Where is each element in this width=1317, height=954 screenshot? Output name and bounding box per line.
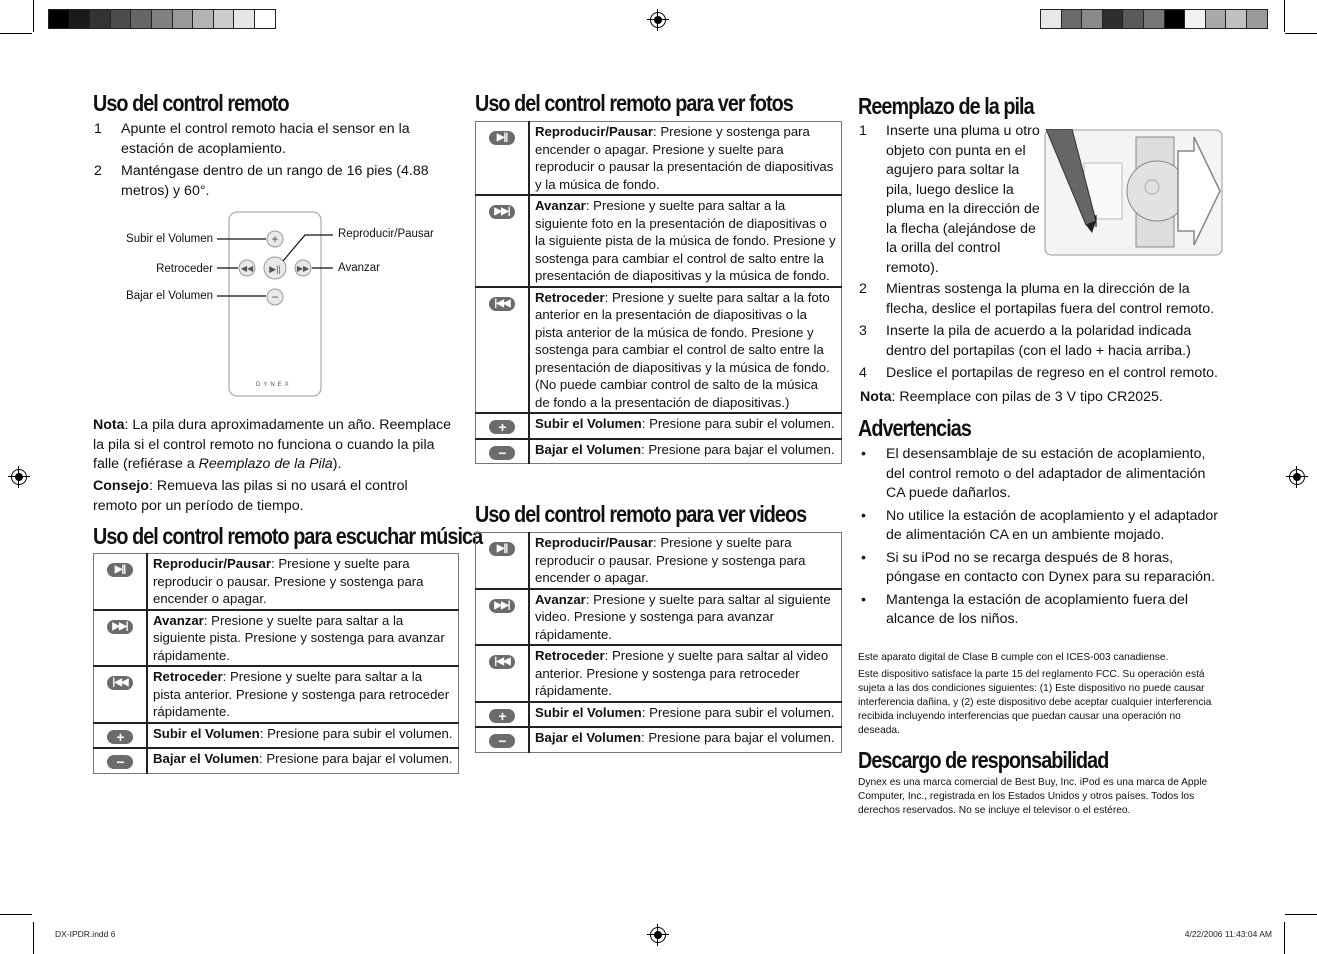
color-swatch bbox=[254, 9, 276, 29]
table-row bbox=[476, 727, 842, 752]
color-swatch bbox=[1061, 9, 1083, 29]
color-swatch bbox=[1184, 9, 1206, 29]
description-cell: Retroceder: Presione y suelte para saltar a la foto anterior en la presentación de diapositivas o la pista anterior de la música de fondo. Presione y sostenga para cambiar el control de salto entre la presentación de diapositivas y la música de fondo. (No puede cambiar control de salto de la música de fondo a la presentación de diapositivas.) bbox=[529, 287, 842, 414]
table-row bbox=[476, 439, 842, 464]
icon-cell bbox=[94, 554, 148, 610]
color-swatch bbox=[48, 9, 70, 29]
minus-icon: − bbox=[489, 446, 515, 460]
svg-text:▶▶: ▶▶ bbox=[296, 264, 310, 273]
registration-mark-icon bbox=[11, 469, 27, 485]
table-row bbox=[94, 554, 459, 610]
color-swatch bbox=[110, 9, 132, 29]
table-row bbox=[94, 723, 459, 749]
list-item: • No utilice la estación de acoplamiento y el adaptador de alimentación CA en un ambiente mojado. bbox=[861, 507, 1219, 543]
section-title-remote: Uso del control remoto bbox=[93, 90, 289, 116]
color-swatch bbox=[1040, 9, 1062, 29]
list-item: • Mantenga la estación de acoplamiento fuera del alcance de los niños. bbox=[861, 591, 1189, 627]
disclaimer-text: Dynex es una marca comercial de Best Buy, Inc. iPod es una marca de Apple Computer, Inc., registrada en los Estados Unidos y otros países. Todos los derechos reservados. No se incluye el televisor o el estéreo. bbox=[858, 777, 1208, 816]
color-swatch bbox=[151, 9, 173, 29]
table-row bbox=[476, 702, 842, 728]
color-swatch bbox=[233, 9, 255, 29]
file-slug: DX-IPDR.indd 6 bbox=[55, 929, 116, 939]
list-item: 2 Mientras sostenga la pluma en la dirección de la flecha, deslice el portapilas fuera del control remoto. bbox=[859, 281, 1215, 317]
description-cell: Avanzar: Presione y suelte para saltar a la siguiente foto en la presentación de diapositivas o la siguiente pista de la música de fondo. Presione y sostenga para cambiar el control de salto entre la presentación de diapositivas y la música de fondo. bbox=[529, 195, 842, 287]
table-row bbox=[476, 645, 842, 702]
battery-steps bbox=[859, 280, 1221, 387]
forward-icon: ▶▶| bbox=[489, 205, 515, 219]
description-cell: Subir el Volumen: Presione para subir el volumen. bbox=[147, 723, 459, 749]
rewind-icon: |◀◀ bbox=[489, 655, 515, 669]
table-row bbox=[476, 287, 842, 414]
section-title-photos: Uso del control remoto para ver fotos bbox=[475, 90, 793, 116]
color-swatch bbox=[1122, 9, 1144, 29]
description-cell: Bajar el Volumen: Presione para bajar el volumen. bbox=[147, 748, 459, 773]
play-pause-icon: ▶|| bbox=[489, 542, 515, 556]
plus-icon: + bbox=[489, 420, 515, 434]
table-row bbox=[476, 195, 842, 287]
battery-note: Nota: La pila dura aproximadamente un año. Reemplace la pila si el control remoto no funciona o cuando la pila falle (refiérase a Reemplazo de la Pila). bbox=[93, 417, 452, 472]
description-cell: Reproducir/Pausar: Presione y suelte para reproducir o pausar. Presione y sostenga para encender o apagar. bbox=[529, 533, 842, 589]
icon-cell bbox=[476, 122, 530, 196]
description-cell: Bajar el Volumen: Presione para bajar el volumen. bbox=[529, 439, 842, 464]
table-row bbox=[94, 666, 459, 723]
list-item: 2 Manténgase dentro de un rango de 16 pies (4.88 metros) y 60°. bbox=[94, 163, 429, 199]
section-title-videos: Uso del control remoto para ver videos bbox=[475, 501, 807, 527]
dynex-logo: DYNEX bbox=[256, 382, 292, 388]
icon-cell bbox=[476, 195, 530, 287]
rewind-icon: |◀◀ bbox=[489, 297, 515, 311]
registration-mark-icon bbox=[1289, 469, 1305, 485]
icon-cell bbox=[94, 666, 148, 723]
battery-illustration bbox=[1044, 129, 1224, 256]
tip-note: Consejo: Remueva las pilas si no usará el control remoto por un período de tiempo. bbox=[93, 478, 408, 514]
photo-controls-table bbox=[475, 121, 842, 464]
label-play-pause: Reproducir/Pausar bbox=[338, 228, 434, 240]
section-title-battery: Reemplazo de la pila bbox=[858, 93, 1034, 119]
minus-icon: − bbox=[107, 755, 133, 769]
color-swatch bbox=[1246, 9, 1268, 29]
list-item: • El desensamblaje de su estación de acoplamiento, del control remoto o del adaptador de alimentación CA puede dañarlos. bbox=[861, 446, 1206, 501]
svg-text:◀◀: ◀◀ bbox=[240, 264, 254, 273]
minus-icon: − bbox=[489, 734, 515, 748]
table-row bbox=[94, 748, 459, 773]
color-swatch bbox=[1143, 9, 1165, 29]
list-item: 3 Inserte la pila de acuerdo a la polaridad indicada dentro del portapilas (con el lado + hacia arriba.) bbox=[859, 323, 1192, 359]
icon-cell bbox=[94, 610, 148, 667]
section-title-music: Uso del control remoto para escuchar música bbox=[93, 523, 483, 549]
color-swatch bbox=[69, 9, 91, 29]
description-cell: Reproducir/Pausar: Presione y sostenga para encender o apagar. Presione y suelte para reproducir o pausar la presentación de diapositivas y la música de fondo. bbox=[529, 122, 842, 196]
remote-steps bbox=[94, 120, 439, 204]
battery-step-1 bbox=[859, 122, 1041, 281]
icon-cell bbox=[476, 645, 530, 702]
icon-cell bbox=[94, 748, 148, 773]
color-swatch bbox=[1164, 9, 1186, 29]
section-title-disclaimer: Descargo de responsabilidad bbox=[858, 747, 1109, 773]
registration-mark-icon bbox=[650, 927, 666, 943]
label-vol-up: Subir el Volumen bbox=[126, 233, 213, 245]
color-swatch bbox=[172, 9, 194, 29]
description-cell: Retroceder: Presione y suelte para saltar a la pista anterior. Presione y sostenga para retroceder rápidamente. bbox=[147, 666, 459, 723]
fcc-statement-1: Este aparato digital de Clase B cumple con el ICES-003 canadiense. bbox=[858, 652, 1169, 663]
warnings-list bbox=[859, 445, 1221, 633]
color-swatch bbox=[89, 9, 111, 29]
color-swatch bbox=[1225, 9, 1247, 29]
list-item: 1 Apunte el control remoto hacia el sensor en la estación de acoplamiento. bbox=[94, 121, 410, 157]
rewind-icon: |◀◀ bbox=[107, 676, 133, 690]
fcc-statement-2: Este dispositivo satisface la parte 15 del reglamento FCC. Su operación está sujeta a las dos condiciones siguientes: (1) Este dispositivo no puede causar interferencia dañina, y (2) este dispositivo debe aceptar cualquier interferencia recibida incluyendo interferencias que puedan causar una operación no deseada. bbox=[858, 669, 1212, 736]
section-title-warnings: Advertencias bbox=[858, 415, 971, 441]
plus-icon: + bbox=[107, 730, 133, 744]
play-pause-icon: ▶|| bbox=[489, 131, 515, 145]
icon-cell bbox=[476, 589, 530, 646]
icon-cell bbox=[476, 702, 530, 728]
icon-cell bbox=[476, 287, 530, 414]
icon-cell bbox=[476, 533, 530, 589]
svg-text:+: + bbox=[271, 232, 279, 246]
svg-text:▶||: ▶|| bbox=[269, 264, 281, 274]
svg-text:−: − bbox=[271, 290, 279, 304]
color-swatch bbox=[1102, 9, 1124, 29]
description-cell: Subir el Volumen: Presione para subir el volumen. bbox=[529, 413, 842, 439]
color-swatch bbox=[1081, 9, 1103, 29]
table-row bbox=[94, 610, 459, 667]
icon-cell bbox=[476, 727, 530, 752]
color-swatch bbox=[213, 9, 235, 29]
description-cell: Reproducir/Pausar: Presione y suelte para reproducir o pausar. Presione y sostenga para encender o apagar. bbox=[147, 554, 459, 610]
remote-diagram bbox=[100, 208, 460, 403]
color-swatch bbox=[192, 9, 214, 29]
table-row bbox=[476, 589, 842, 646]
description-cell: Avanzar: Presione y suelte para saltar al siguiente video. Presione y sostenga para avanzar rápidamente. bbox=[529, 589, 842, 646]
battery-type-note: Nota: Reemplace con pilas de 3 V tipo CR2025. bbox=[860, 389, 1163, 405]
plus-icon: + bbox=[489, 709, 515, 723]
icon-cell bbox=[476, 413, 530, 439]
video-controls-table bbox=[475, 532, 842, 753]
description-cell: Retroceder: Presione y suelte para saltar al video anterior. Presione y sostenga para retroceder rápidamente. bbox=[529, 645, 842, 702]
music-controls-table bbox=[93, 553, 459, 774]
table-row bbox=[476, 533, 842, 589]
date-slug: 4/22/2006 11:43:04 AM bbox=[1184, 929, 1272, 939]
description-cell: Subir el Volumen: Presione para subir el volumen. bbox=[529, 702, 842, 728]
color-swatch bbox=[130, 9, 152, 29]
play-pause-icon: ▶|| bbox=[107, 563, 133, 577]
icon-cell bbox=[476, 439, 530, 464]
list-item: 4 Deslice el portapilas de regreso en el control remoto. bbox=[859, 365, 1218, 381]
registration-mark-icon bbox=[650, 12, 666, 28]
table-row bbox=[476, 413, 842, 439]
description-cell: Avanzar: Presione y suelte para saltar a la siguiente pista. Presione y sostenga para avanzar rápidamente. bbox=[147, 610, 459, 667]
label-vol-down: Bajar el Volumen bbox=[126, 290, 213, 302]
table-row bbox=[476, 122, 842, 196]
icon-cell bbox=[94, 723, 148, 749]
forward-icon: ▶▶| bbox=[489, 599, 515, 613]
label-forward: Avanzar bbox=[338, 262, 380, 274]
forward-icon: ▶▶| bbox=[107, 620, 133, 634]
svg-text:↑: ↑ bbox=[1093, 213, 1098, 223]
list-item: • Si su iPod no se recarga después de 8 horas, póngase en contacto con Dynex para su reparación. bbox=[861, 549, 1215, 585]
label-rewind: Retroceder bbox=[156, 263, 213, 275]
description-cell: Bajar el Volumen: Presione para bajar el volumen. bbox=[529, 727, 842, 752]
list-item: 1 Inserte una pluma u otro objeto con punta en el agujero para soltar la pila, luego deslice la pluma en la dirección de la flecha (alejándose de la orilla del control remoto). bbox=[859, 123, 1040, 276]
color-swatch bbox=[1205, 9, 1227, 29]
